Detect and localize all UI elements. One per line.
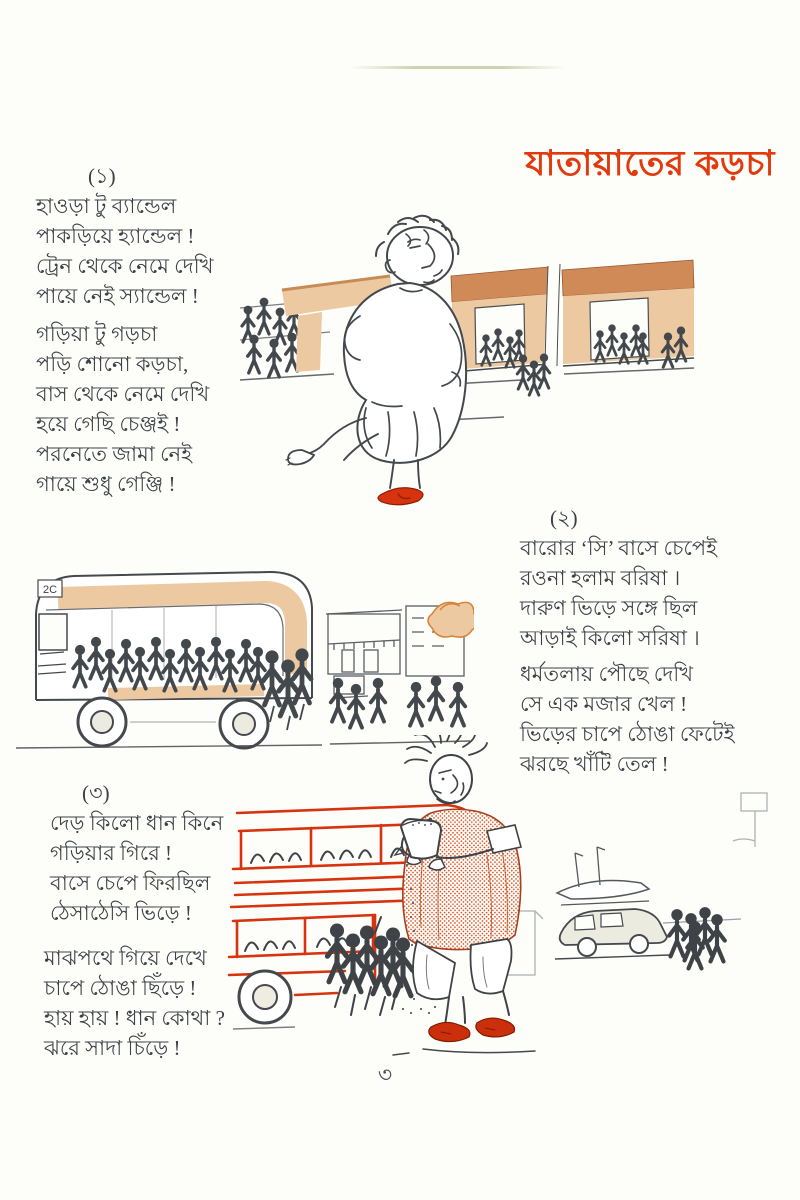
street-people <box>663 907 741 968</box>
svg-text:2C: 2C <box>42 584 58 596</box>
poem-line: ধর্মতলায় পৌছে দেখি <box>520 662 694 686</box>
poem-line: বারোর ‘সি’ বাসে চেপেই <box>520 536 718 560</box>
poem-line: গড়িয়া টু গড়চা <box>36 322 158 346</box>
poem-line: ভিড়ের চাপে ঠোঙা ফেটেই <box>520 722 735 746</box>
poem-line: আড়াই কিলো সরিষা । <box>520 626 700 650</box>
scan-artifact-line <box>350 66 565 69</box>
stanza-3-group-1 <box>50 808 223 928</box>
stanza-2-group-1 <box>520 533 717 653</box>
poem-line: রওনা হলাম বরিষা । <box>520 566 681 590</box>
poem-line: হয়ে গেছি চেঞ্জই ! <box>36 412 181 436</box>
tree-foliage <box>428 602 474 637</box>
poem-line: বাস থেকে নেমে দেখি <box>36 382 210 406</box>
poem-line: পরনেতে জামা নেই <box>36 442 193 466</box>
poem-line: ট্রেন থেকে নেমে দেখি <box>36 254 214 278</box>
stanza-3-number: (৩) <box>82 781 110 805</box>
poem-line: ঝরছে খাঁটি তেল ! <box>520 752 669 776</box>
stanza-1-group-2 <box>36 319 209 499</box>
stanza-3-group-2 <box>44 943 225 1063</box>
poem-line: বাসে চেপে ফিরছিল <box>50 871 211 895</box>
poem-line: গড়িয়ার গিরে ! <box>50 841 173 865</box>
rear-door-crowd <box>263 648 311 730</box>
poem-line: সে এক মজার খেল ! <box>520 692 688 716</box>
poem-line: পায়ে নেই স্যান্ডেল ! <box>36 284 199 308</box>
stanza-1-number: (১) <box>88 164 116 188</box>
page-title: যাতায়াতের কড়চা <box>525 144 775 183</box>
poem-line: পড়ি শোনো কড়চা, <box>36 352 189 376</box>
stanza-2-number: (২) <box>550 506 578 530</box>
poem-line: মাঝপথে গিয়ে দেখে <box>44 946 207 970</box>
poem-line: ঝরে সাদা চিঁড়ে ! <box>44 1036 181 1060</box>
train-coach-b <box>562 260 694 367</box>
poem-line: হাওড়া টু ব্যান্ডেল <box>36 194 177 218</box>
poem-line: পাকড়িয়ে হ্যান্ডেল ! <box>36 224 195 248</box>
poem-line: দেড় কিলো ধান কিনে <box>50 811 224 835</box>
man-with-torn-packet <box>393 735 535 1055</box>
red-slipper <box>378 488 423 505</box>
stanza-1-group-1 <box>36 191 213 311</box>
train-platform-illustration <box>238 212 700 508</box>
crowded-bus-illustration <box>12 548 474 766</box>
hanging-crowd <box>327 917 412 1015</box>
bus-wheel <box>233 971 295 1029</box>
poem-line: দারুণ ভিড়ে সঙ্গে ছিল <box>520 596 698 620</box>
page-number: ৩ <box>377 1062 393 1087</box>
poem-line: চাপে ঠোঙা ছিঁড়ে ! <box>44 976 197 1000</box>
poem-line: গায়ে শুধু গেঞ্জি ! <box>36 472 176 496</box>
boat-sketch <box>557 847 649 905</box>
taxi-sketch <box>555 909 669 959</box>
torn-packet <box>395 819 441 859</box>
bus-route-sign <box>38 580 62 597</box>
poem-line: ঠেসাঠেসি ভিড়ে ! <box>50 901 192 925</box>
red-shoes <box>429 1018 515 1041</box>
double-decker-and-man-illustration <box>225 735 790 1065</box>
street-scene <box>326 602 474 727</box>
poem-line: হায় হায় ! ধান কোথা ? <box>44 1006 225 1030</box>
